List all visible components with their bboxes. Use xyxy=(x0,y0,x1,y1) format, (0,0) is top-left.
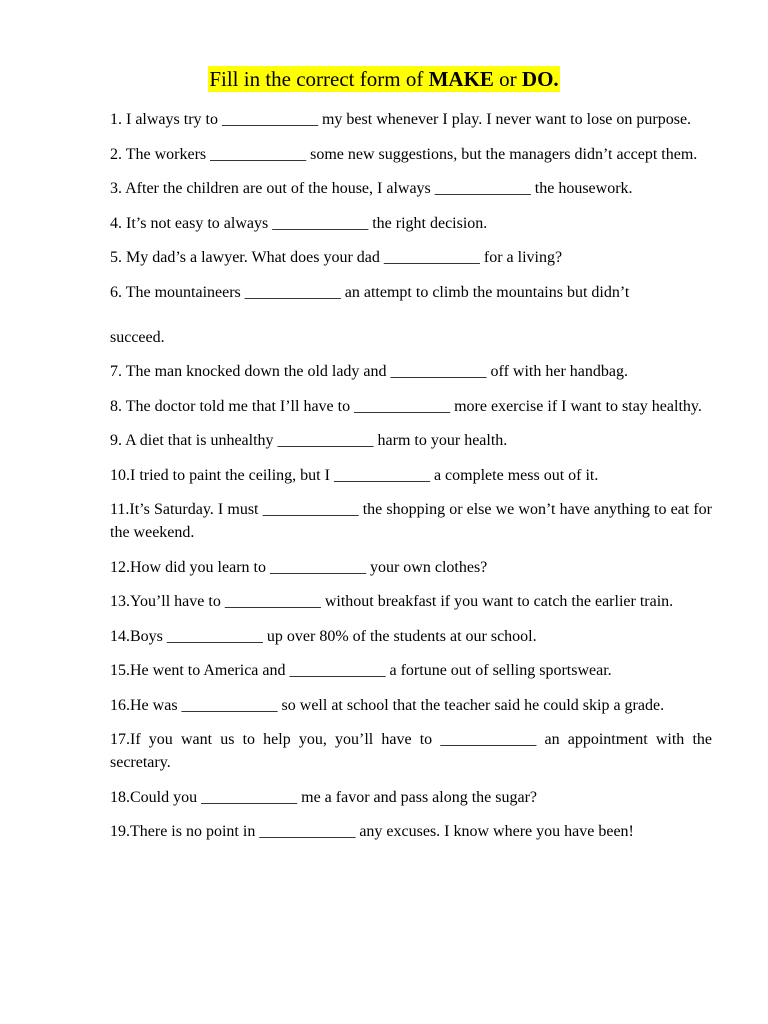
exercise-item-15: 15.He went to America and ____________ a fortune out of selling sportswear. xyxy=(110,662,612,679)
exercise-item-3: 3. After the children are out of the house, I always ____________ the housework. xyxy=(110,180,633,197)
exercise-item-18: 18.Could you ____________ me a favor and pass along the sugar? xyxy=(110,788,538,806)
exercise-item-4: 4. It’s not easy to always ____________ the right decision. xyxy=(110,214,488,232)
title-do: DO. xyxy=(521,67,559,91)
exercise-item-16: 16.He was ____________ so well at school that the teacher said he could skip a grade. xyxy=(110,696,665,714)
exercise-item-8: 8. The doctor told me that I’ll have to ____________ more exercise if I want to stay healthy. xyxy=(110,397,702,415)
exercise-item-17: 17.If you want us to help you, you’ll have to ____________ an appointment with the secretary. xyxy=(110,731,712,771)
title-or: or xyxy=(493,67,522,91)
exercise-item-9: 9. A diet that is unhealthy ____________ harm to your health. xyxy=(110,432,508,449)
title-prefix: Fill in the correct form of xyxy=(209,67,429,91)
exercise-item-19: 19.There is no point in ____________ any excuses. I know where you have been! xyxy=(110,823,634,840)
exercise-list xyxy=(110,108,712,855)
exercise-item-5: 5. My dad’s a lawyer. What does your dad ____________ for a living? xyxy=(110,249,563,266)
exercise-item-7: 7. The man knocked down the old lady and ____________ off with her handbag. xyxy=(110,363,628,380)
exercise-item-12: 12.How did you learn to ____________ your own clothes? xyxy=(110,558,488,576)
exercise-item-14: 14.Boys ____________ up over 80% of the students at our school. xyxy=(110,627,537,645)
exercise-item-2: 2. The workers ____________ some new suggestions, but the managers didn’t accept them. xyxy=(110,145,698,163)
exercise-item-6-continuation: succeed. xyxy=(110,328,165,346)
exercise-item-10: 10.I tried to paint the ceiling, but I ____________ a complete mess out of it. xyxy=(110,466,599,484)
exercise-item-6: 6. The mountaineers ____________ an attempt to climb the mountains but didn’t xyxy=(110,283,630,301)
worksheet-title xyxy=(208,66,559,92)
exercise-item-13: 13.You’ll have to ____________ without breakfast if you want to catch the earlier train. xyxy=(110,593,674,610)
exercise-item-11: 11.It’s Saturday. I must ____________ the shopping or else we won’t have anything to eat for the weekend. xyxy=(110,501,712,541)
exercise-item-1: 1. I always try to ____________ my best whenever I play. I never want to lose on purpose. xyxy=(110,111,692,128)
title-make: MAKE xyxy=(428,67,494,91)
title-container xyxy=(0,66,768,92)
